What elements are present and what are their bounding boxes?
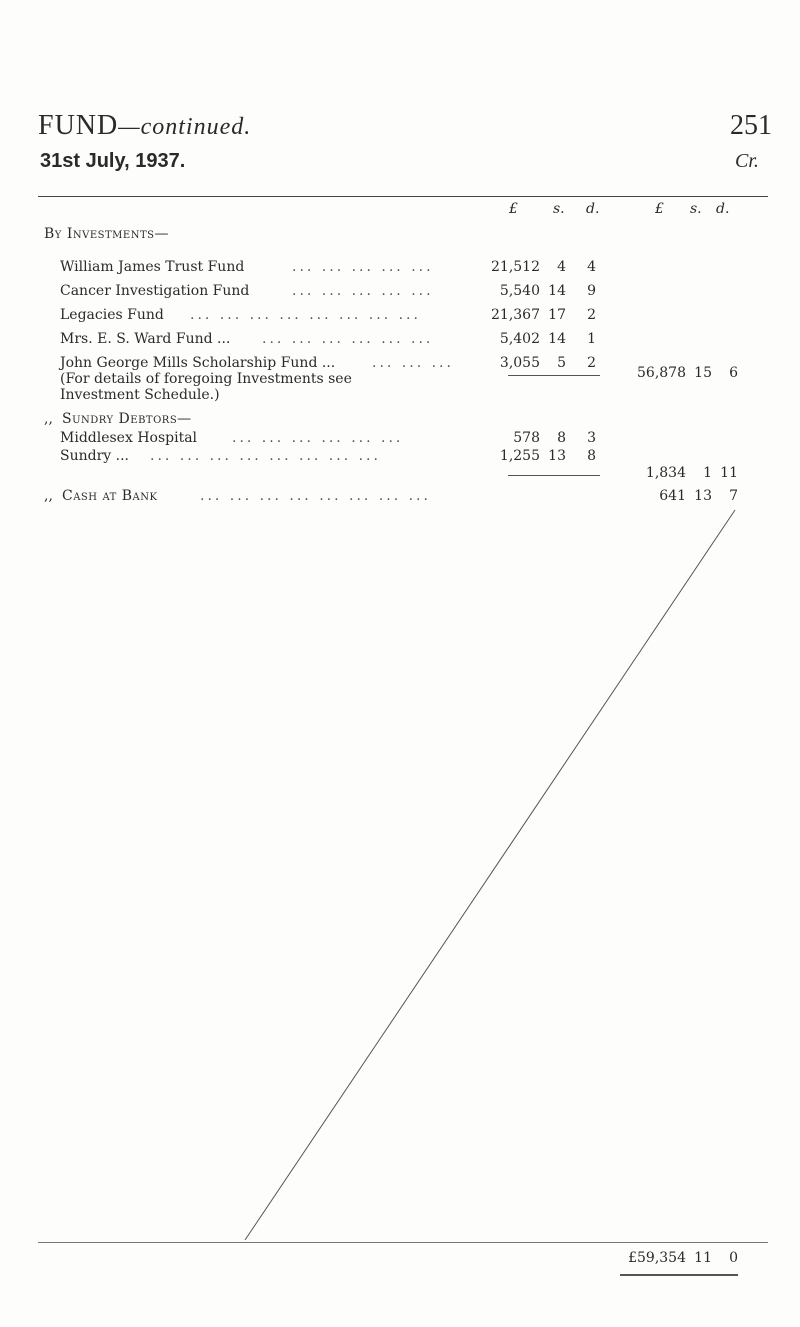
ditto-mark: ,, bbox=[44, 411, 53, 427]
investment-pence: 4 bbox=[587, 259, 596, 275]
debtor-pounds: 1,255 bbox=[499, 448, 540, 464]
outer-shillings-header: s. bbox=[690, 201, 702, 217]
inner-pounds-header: £ bbox=[509, 201, 518, 217]
investments-total-shillings: 15 bbox=[694, 365, 712, 381]
investment-label: John George Mills Scholarship Fund ... bbox=[60, 355, 336, 371]
investment-shillings: 17 bbox=[548, 307, 566, 323]
investment-leader: ... ... ... ... ... ... ... ... bbox=[190, 307, 421, 323]
debtor-shillings: 13 bbox=[548, 448, 566, 464]
investment-pounds: 5,402 bbox=[499, 331, 540, 347]
footer-rule bbox=[38, 1242, 768, 1243]
credit-side-label: Cr. bbox=[735, 150, 759, 172]
inner-pence-header: d. bbox=[586, 201, 600, 217]
fund-word: FUND bbox=[38, 110, 119, 141]
grand-total-pounds: £59,354 bbox=[628, 1250, 686, 1266]
cash-leader: ... ... ... ... ... ... ... ... bbox=[200, 488, 431, 504]
investment-pence: 2 bbox=[587, 355, 596, 371]
investment-pence: 2 bbox=[587, 307, 596, 323]
inner-shillings-header: s. bbox=[553, 201, 565, 217]
investment-label: Mrs. E. S. Ward Fund ... bbox=[60, 331, 231, 347]
cash-pence: 7 bbox=[729, 488, 738, 504]
investment-pounds: 5,540 bbox=[499, 283, 540, 299]
debtors-total-pence: 11 bbox=[720, 465, 738, 481]
investment-leader: ... ... ... ... ... bbox=[292, 283, 434, 299]
debtors-total-shillings: 1 bbox=[703, 465, 712, 481]
investment-shillings: 14 bbox=[548, 331, 566, 347]
investment-pounds: 21,512 bbox=[491, 259, 540, 275]
cash-shillings: 13 bbox=[694, 488, 712, 504]
investment-label: Cancer Investigation Fund bbox=[60, 283, 250, 299]
investment-leader: ... ... ... bbox=[372, 355, 454, 371]
investment-shillings: 14 bbox=[548, 283, 566, 299]
debtor-pence: 8 bbox=[587, 448, 596, 464]
cash-pounds: 641 bbox=[659, 488, 686, 504]
ditto-mark: ,, bbox=[44, 488, 53, 504]
investments-total-pence: 6 bbox=[729, 365, 738, 381]
investment-pence: 9 bbox=[587, 283, 596, 299]
grand-total-double-rule bbox=[620, 1274, 738, 1276]
debtor-pence: 3 bbox=[587, 430, 596, 446]
investment-pence: 1 bbox=[587, 331, 596, 347]
grand-total-shillings: 11 bbox=[694, 1250, 712, 1266]
investments-heading: By Investments— bbox=[44, 226, 169, 242]
outer-pence-header: d. bbox=[716, 201, 730, 217]
debtor-leader: ... ... ... ... ... ... ... ... bbox=[150, 448, 381, 464]
investments-total-pounds: 56,878 bbox=[637, 365, 686, 381]
debtor-pounds: 578 bbox=[513, 430, 540, 446]
statement-date: 31st July, 1937. bbox=[40, 150, 186, 172]
cash-label-text: Cash at Bank bbox=[62, 488, 158, 504]
investment-pounds: 21,367 bbox=[491, 307, 540, 323]
continued-label: —continued. bbox=[118, 114, 252, 140]
debtor-shillings: 8 bbox=[557, 430, 566, 446]
investment-label: Legacies Fund bbox=[60, 307, 164, 323]
debtor-leader: ... ... ... ... ... ... bbox=[232, 430, 404, 446]
investment-shillings: 5 bbox=[557, 355, 566, 371]
investment-leader: ... ... ... ... ... bbox=[292, 259, 434, 275]
outer-pounds-header: £ bbox=[655, 201, 664, 217]
investment-shillings: 4 bbox=[557, 259, 566, 275]
debtor-label: Middlesex Hospital bbox=[60, 430, 198, 446]
debtor-label: Sundry ... bbox=[60, 448, 129, 464]
grand-total-pence: 0 bbox=[729, 1250, 738, 1266]
page-number: 251 bbox=[730, 110, 772, 141]
investment-label: William James Trust Fund bbox=[60, 259, 245, 275]
sundry-debtors-heading: Sundry Debtors— bbox=[62, 411, 192, 427]
investments-note: (For details of foregoing Investments see bbox=[60, 371, 352, 387]
investments-note: Investment Schedule.) bbox=[60, 387, 220, 403]
debtors-total-pounds: 1,834 bbox=[645, 465, 686, 481]
investment-pounds: 3,055 bbox=[499, 355, 540, 371]
investment-leader: ... ... ... ... ... ... bbox=[262, 331, 434, 347]
